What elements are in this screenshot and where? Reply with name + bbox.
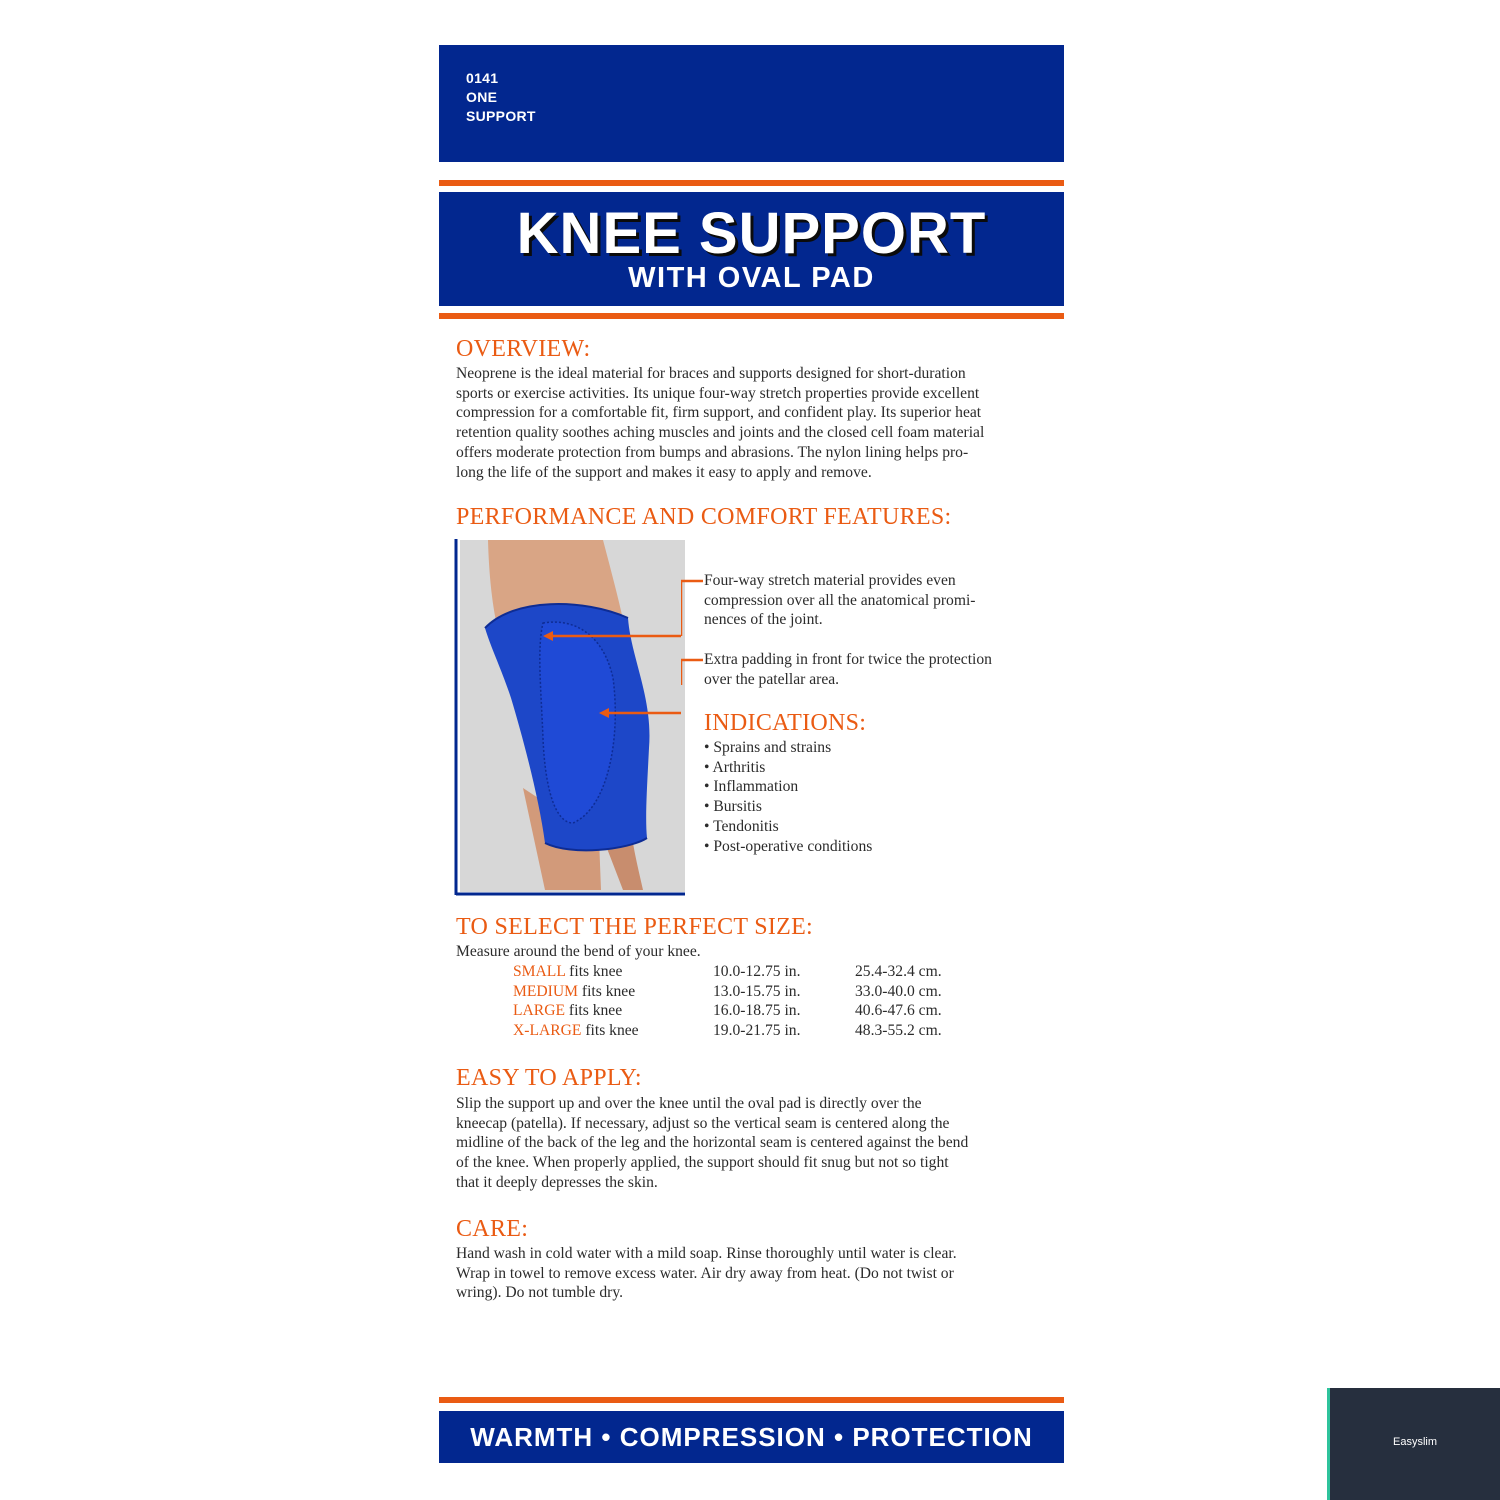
- size-row: [513, 1021, 963, 1041]
- text-line: retention quality soothes aching muscles and joints and the closed cell foam material: [456, 424, 985, 442]
- text-line: offers moderate protection from bumps and abrasions. The nylon lining helps pro-: [456, 443, 969, 461]
- size-fit: [513, 1021, 639, 1041]
- size-cm: 25.4-32.4 cm.: [855, 963, 942, 980]
- list-item: • Tendonitis: [704, 817, 779, 835]
- text-line: kneecap (patella). If necessary, adjust so the vertical seam is centered along the: [456, 1114, 950, 1132]
- product-code-line: SUPPORT: [466, 108, 536, 124]
- size-row: [513, 1001, 963, 1021]
- size-row: [513, 982, 963, 1002]
- size-row: [513, 962, 963, 982]
- indications-list: [704, 738, 872, 856]
- text-line: compression for a comfortable fit, firm support, and confident play. Its superior heat: [456, 404, 982, 422]
- size-fit-text: fits knee: [577, 982, 636, 1000]
- size-inches: 13.0-15.75 in.: [713, 982, 801, 1000]
- list-item: • Inflammation: [704, 778, 799, 796]
- size-fit: [513, 1001, 622, 1021]
- divider-line: [439, 1397, 1064, 1403]
- text-line: of the knee. When properly applied, the support should fit snug but not so tight: [456, 1154, 949, 1172]
- care-text: [456, 1244, 1056, 1303]
- overview-heading: OVERVIEW:: [456, 336, 591, 362]
- size-inches: 16.0-18.75 in.: [713, 1002, 801, 1019]
- text-line: Hand wash in cold water with a mild soap. Rinse thoroughly until water is clear.: [456, 1245, 957, 1262]
- footer-band: [439, 1411, 1064, 1463]
- size-fit-text: fits knee: [581, 1021, 639, 1039]
- product-code-line: 0141: [466, 70, 499, 86]
- size-name: X-LARGE: [513, 1021, 582, 1039]
- apply-heading: EASY TO APPLY:: [456, 1065, 642, 1091]
- callout-connectors: [681, 575, 703, 685]
- product-title: KNEE SUPPORT: [516, 201, 987, 266]
- overview-text: [456, 364, 1056, 482]
- header-band: [439, 45, 1064, 162]
- size-name: SMALL: [513, 963, 566, 980]
- size-fit: [513, 982, 635, 1002]
- size-cm: 40.6-47.6 cm.: [855, 1002, 942, 1019]
- sizing-heading: TO SELECT THE PERFECT SIZE:: [456, 914, 814, 940]
- size-fit: [513, 962, 622, 982]
- size-inches: 10.0-12.75 in.: [713, 963, 801, 980]
- size-fit-text: fits knee: [564, 1002, 623, 1019]
- tagline: WARMTH • COMPRESSION • PROTECTION: [470, 1422, 1033, 1452]
- list-item: • Bursitis: [704, 798, 762, 816]
- apply-text: [456, 1094, 1056, 1193]
- callout-padding: [704, 650, 992, 689]
- list-item: • Sprains and strains: [704, 739, 832, 756]
- product-code-line: ONE: [466, 89, 498, 105]
- text-line: Wrap in towel to remove excess water. Air dry away from heat. (Do not twist or: [456, 1264, 954, 1282]
- product-code: [466, 69, 536, 126]
- text-line: long the life of the support and makes it easy to apply and remove.: [456, 463, 872, 481]
- brand-name: Easyslim: [1392, 1436, 1437, 1448]
- text-line: wring). Do not tumble dry.: [456, 1284, 624, 1302]
- size-cm: 33.0-40.0 cm.: [855, 982, 942, 1000]
- product-subtitle: WITH OVAL PAD: [628, 262, 875, 294]
- list-item: • Arthritis: [704, 758, 766, 776]
- size-table: [513, 962, 963, 1040]
- text-line: Neoprene is the ideal material for braces and supports designed for short-duration: [456, 365, 966, 382]
- text-line: sports or exercise activities. Its unique four-way stretch properties provide excellent: [456, 384, 980, 402]
- text-line: nences of the joint.: [704, 611, 823, 629]
- divider-line: [439, 313, 1064, 319]
- callout-stretch: [704, 571, 976, 630]
- text-line: over the patellar area.: [704, 670, 840, 688]
- size-inches: 19.0-21.75 in.: [713, 1021, 801, 1039]
- text-line: Extra padding in front for twice the protection: [704, 651, 992, 668]
- brand-badge[interactable]: [1327, 1388, 1500, 1500]
- size-name: MEDIUM: [513, 982, 578, 1000]
- divider-line: [439, 180, 1064, 186]
- size-name: LARGE: [513, 1002, 565, 1019]
- text-line: Four-way stretch material provides even: [704, 572, 956, 589]
- indications-heading: INDICATIONS:: [704, 710, 867, 736]
- text-line: Slip the support up and over the knee until the oval pad is directly over the: [456, 1095, 922, 1112]
- text-line: that it deeply depresses the skin.: [456, 1173, 658, 1191]
- features-heading: PERFORMANCE AND COMFORT FEATURES:: [456, 504, 952, 530]
- sizing-intro: [456, 942, 1056, 962]
- text-line: midline of the back of the leg and the horizontal seam is centered against the bend: [456, 1134, 969, 1152]
- list-item: • Post-operative conditions: [704, 837, 873, 855]
- text-line: Measure around the bend of your knee.: [456, 943, 701, 960]
- care-heading: CARE:: [456, 1216, 529, 1242]
- size-fit-text: fits knee: [565, 963, 623, 980]
- text-line: compression over all the anatomical promi-: [704, 591, 976, 609]
- title-band: [439, 192, 1064, 306]
- size-cm: 48.3-55.2 cm.: [855, 1021, 942, 1039]
- knee-brace-photo: [453, 538, 685, 896]
